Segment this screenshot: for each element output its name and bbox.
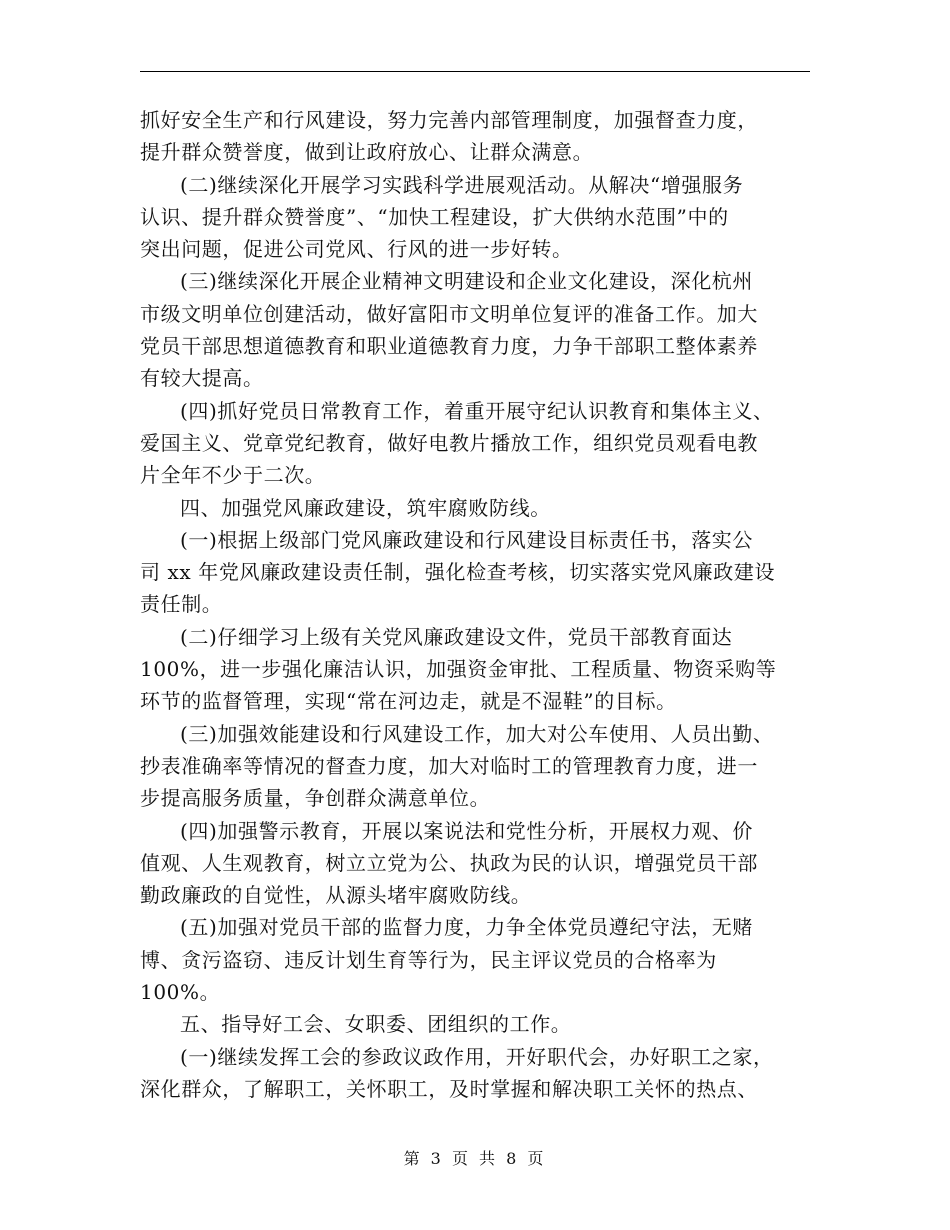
document-body (140, 104, 810, 1105)
text-line: (三)加强效能建设和行风建设工作，加大对公车使用、人员出勤、 (180, 721, 774, 746)
text-line: (四)加强警示教育，开展以案说法和党性分析，开展权力观、价 (180, 818, 754, 843)
text-line: 司 xx 年党风廉政建设责任制，强化检查考核，切实落实党风廉政建设 (140, 560, 776, 585)
text-line: 片全年不少于二次。 (140, 463, 326, 488)
text-line: 100%。 (140, 980, 221, 1005)
text-line: 抄表准确率等情况的督查力度，加大对临时工的管理教育力度，进一 (140, 753, 758, 778)
text-line: (三)继续深化开展企业精神文明建设和企业文化建设，深化杭州 (180, 269, 754, 294)
page-number: 第 3 页 共 8 页 (403, 1149, 547, 1168)
text-line: 勤政廉政的自觉性，从源头堵牢腐败防线。 (140, 883, 532, 908)
text-line: 突出问题，促进公司党风、行风的进一步好转。 (140, 237, 573, 262)
text-line: (二)继续深化开展学习实践科学进展观活动。从解决“增强服务 (180, 172, 744, 197)
text-line: 责任制。 (140, 592, 223, 617)
text-line: 深化群众，了解职工，关怀职工，及时掌握和解决职工关怀的热点、 (140, 1076, 758, 1101)
text-line: 抓好安全生产和行风建设，努力完善内部管理制度，加强督查力度， (140, 108, 758, 132)
text-line: 值观、人生观教育，树立立党为公、执政为民的认识，增强党员干部 (140, 850, 758, 875)
section-heading: 五、指导好工会、女职委、团组织的工作。 (180, 1012, 572, 1037)
text-line: 认识、提升群众赞誉度”、“加快工程建设，扩大供纳水范围”中的 (140, 204, 729, 229)
text-line: 有较大提高。 (140, 366, 264, 391)
text-line: 环节的监督管理，实现“常在河边走，就是不湿鞋”的目标。 (140, 689, 677, 714)
text-line: 博、贪污盗窃、违反计划生育等行为，民主评议党员的合格率为 (140, 947, 717, 972)
text-line: (一)根据上级部门党风廉政建设和行风建设目标责任书，落实公 (180, 527, 754, 552)
text-line: (五)加强对党员干部的监督力度，力争全体党员遵纪守法，无赌 (180, 915, 754, 940)
text-line: 100%，进一步强化廉洁认识，加强资金审批、工程质量、物资采购等 (140, 657, 777, 682)
text-line: (四)抓好党员日常教育工作，着重开展守纪认识教育和集体主义、 (180, 398, 774, 423)
text-line: (一)继续发挥工会的参政议政作用，开好职代会，办好职工之家， (180, 1044, 774, 1069)
text-line: 爱国主义、党章党纪教育，做好电教片播放工作，组织党员观看电教 (140, 430, 758, 455)
header-rule (140, 71, 810, 72)
section-heading: 四、加强党风廉政建设，筑牢腐败防线。 (180, 495, 551, 520)
text-line: 提升群众赞誉度，做到让政府放心、让群众满意。 (140, 140, 594, 165)
text-line: 党员干部思想道德教育和职业道德教育力度，力争干部职工整体素养 (140, 334, 758, 359)
text-line: 步提高服务质量，争创群众满意单位。 (140, 786, 491, 811)
text-line: 市级文明单位创建活动，做好富阳市文明单位复评的准备工作。加大 (140, 301, 758, 326)
text-line: (二)仔细学习上级有关党风廉政建设文件，党员干部教育面达 (180, 624, 733, 649)
